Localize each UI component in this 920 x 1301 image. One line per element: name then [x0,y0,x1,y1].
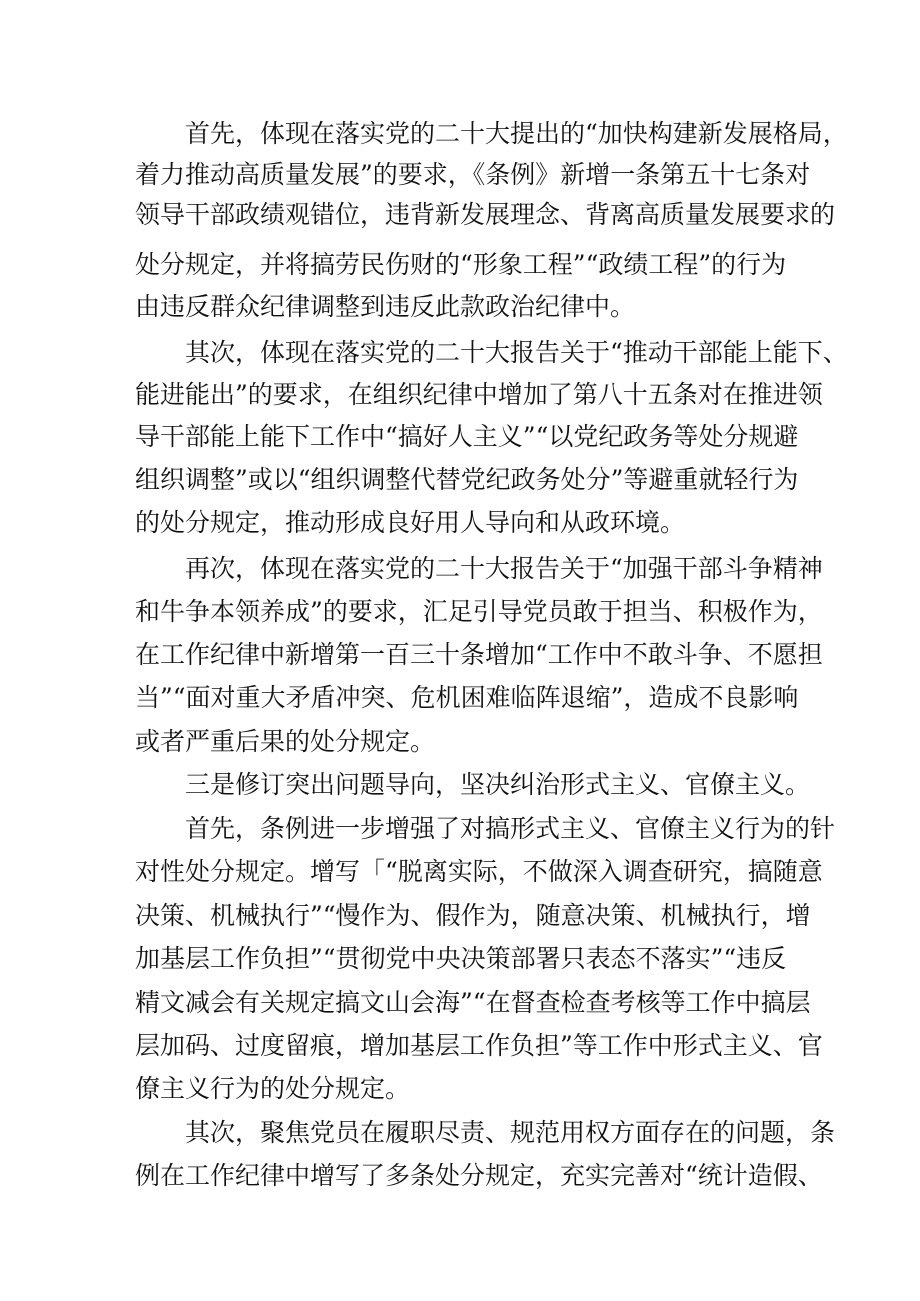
text-line: 僚主义行为的处分规定。 [135,1074,411,1103]
text-line: 其次，聚焦党员在履职尽责、规范用权方面存在的问题，条 [185,1118,836,1147]
text-line: 对性处分规定。增写「“脱离实际，不做深入调查研究，搞随意 [135,857,823,886]
text-line: 着力推动高质量发展”的要求，《条例》新增一条第五十七条对 [135,160,811,189]
text-line: 由违反群众纪律调整到违反此款政治纪律中。 [135,292,636,321]
text-line: 的处分规定，推动形成良好用人导向和从政环境。 [135,508,686,537]
text-line: 其次，体现在落实党的二十大报告关于“推动干部能上能下、 [185,338,848,367]
text-line: 或者严重后果的处分规定。 [135,727,436,756]
text-line: 例在工作纪律中增写了多条处分规定，充实完善对“统计造假、 [135,1161,823,1190]
text-line: 导干部能上能下工作中“搞好人主义”“以党纪政务等处分规避 [135,422,799,451]
text-line: 层加码、过度留痕，增加基层工作负担”等工作中形式主义、官 [135,1031,823,1060]
text-line: 精文减会有关规定搞文山会海”“在督查检查考核等工作中搞层 [135,988,811,1017]
text-line: 和牛争本领养成”的要求，汇足引导党员敢于担当、积极作为， [135,597,823,626]
text-line: 三是修订突出问题导向，坚决纠治形式主义、官僚主义。 [185,770,811,799]
text-line: 当”“面对重大矛盾冲突、危机困难临阵退缩”，造成不良影响 [135,683,799,712]
text-line: 领导干部政绩观错位，违背新发展理念、背离高质量发展要求的 [135,200,836,229]
text-line: 首先，条例进一步增强了对搞形式主义、官僚主义行为的针 [185,814,836,843]
text-line: 处分规定，并将搞劳民伤财的“形象工程”“政绩工程”的行为 [135,250,787,279]
text-line: 加基层工作负担”“贯彻党中央决策部署只表态不落实”“违反 [135,944,787,973]
text-line: 组织调整”或以“组织调整代替党纪政务处分”等避重就轻行为 [135,465,799,494]
text-line: 在工作纪律中新增第一百三十条增加“工作中不敢斗争、不愿担 [135,640,823,669]
text-line: 再次，体现在落实党的二十大报告关于“加强干部斗争精神 [185,554,823,583]
text-line: 首先，体现在落实党的二十大提出的“加快构建新发展格局， [185,119,848,148]
text-line: 决策、机械执行”“慢作为、假作为，随意决策、机械执行，增 [135,901,811,930]
text-line: 能进能出”的要求，在组织纪律中增加了第八十五条对在推进领 [135,380,823,409]
